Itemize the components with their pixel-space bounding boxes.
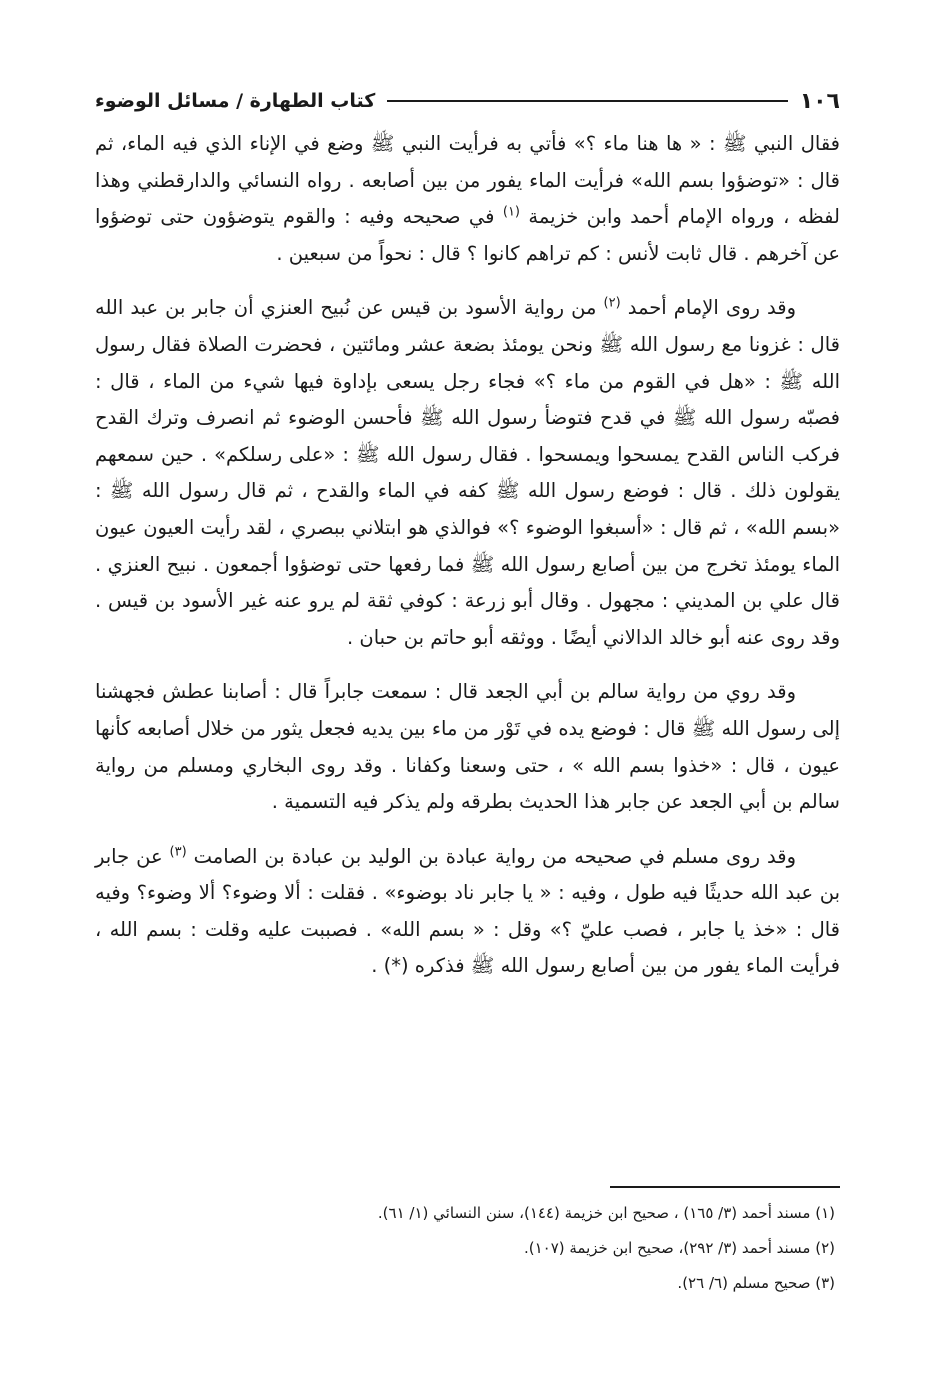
footnote-reference: (١) <box>502 204 520 220</box>
header-rule <box>387 100 787 102</box>
running-title: كتاب الطهارة / مسائل الوضوء <box>95 90 376 112</box>
paragraph-text: عن جابر بن عبد الله حديثًا فيه طول ، وفيه : « يا جابر ناد بوضوء» . فقلت : ألا وضوء؟ ألا وضوء؟ وفيه قال : «خذ يا جابر ، فصب عليّ ؟» وقل : « بسم الله» . فصببت عليه وقلت : بسم الله ، فرأيت الماء يفور من بين أصابع رسول الله ﷺ فذكره (*) . <box>95 844 840 978</box>
paragraph-text: وقد روي من رواية سالم بن أبي الجعد قال : سمعت جابراً قال : أصابنا عطش فجهشنا إلى رسول الله ﷺ قال : فوضع يده في تَوْر من ماء بين يديه فجعل يثور من خلال أصابعه كأنها عيون ، قال : «خذوا بسم الله » ، حتى وسعنا وكفانا . وقد روى البخاري ومسلم من رواية سالم بن أبي الجعد عن جابر هذا الحديث بطرقه ولم يذكر فيه التسمية . <box>95 680 840 814</box>
paragraph <box>95 290 840 656</box>
main-text <box>95 126 840 985</box>
footnote: (٢) مسند أحمد (٣/ ٢٩٢)، صحيح ابن خزيمة (١٠٧). <box>523 1239 835 1257</box>
footnote: (١) مسند أحمد (٣/ ١٦٥) ، صحيح ابن خزيمة (١٤٤)، سنن النسائي (١/ ٦١). <box>377 1204 835 1222</box>
footnote-separator <box>610 1186 840 1188</box>
paragraph-text: وقد روى مسلم في صحيحه من رواية عبادة بن الوليد بن عبادة بن الصامت <box>193 844 796 868</box>
paragraph-text: من رواية الأسود بن قيس عن نُبيح العنزي أن جابر بن عبد الله قال : غزونا مع رسول الله ﷺ ونحن يومئذ بضعة عشر ومائتين ، فحضرت الصلاة فقال رسول الله ﷺ : «هل في القوم من ماء ؟» فجاء رجل يسعى بإداوة فيها شيء من الماء ، قال : فصبّه رسول الله ﷺ في قدح فتوضأ رسول الله ﷺ فأحسن الوضوء ثم انصرف وترك القدح فركب الناس القدح يمسحوا ويمسحوا . فقال رسول الله ﷺ : «على رسلكم» . حين سمعهم يقولون ذلك . قال : فوضع رسول الله ﷺ كفه في الماء والقدح ، ثم قال رسول الله ﷺ : «بسم الله» ، ثم قال : «أسبغوا الوضوء ؟» فوالذي هو ابتلاني ببصري ، لقد رأيت العيون عيون الماء يومئذ تخرج من بين أصابع رسول الله ﷺ فما رفعها حتى توضؤوا أجمعون . نبيح العنزي . قال علي بن المديني : مجهول . وقال أبو زرعة : كوفي ثقة لم يرو عنه غير الأسود بن قيس . وقد روى عنه أبو خالد الدالاني أيضًا . ووثقه أبو حاتم بن حبان . <box>95 296 840 649</box>
footnote-reference: (٣) <box>169 844 187 860</box>
page-number: ١٠٦ <box>799 88 840 114</box>
paragraph <box>95 839 840 985</box>
footnote: (٣) صحيح مسلم (٦/ ٢٦). <box>677 1274 835 1292</box>
paragraph <box>95 126 840 272</box>
footnotes <box>95 1196 835 1301</box>
paragraph <box>95 674 840 820</box>
paragraph-text: وقد روى الإمام أحمد <box>627 296 796 320</box>
footnote-reference: (٢) <box>603 295 621 311</box>
paragraph-text: فقال النبي ﷺ : « ها هنا ماء ؟» فأتي به فرأيت النبي ﷺ وضع في الإناء الذي فيه الماء، ثم قال : «توضؤوا بسم الله» فرأيت الماء يفور من بين أصابعه . رواه النسائي والدارقطني وهذا لفظه ، ورواه الإمام أحمد وابن خزيمة <box>95 132 840 229</box>
paragraph-text: في صحيحه وفيه : والقوم يتوضؤون حتى توضؤوا عن آخرهم . قال ثابت لأنس : كم تراهم كانوا ؟ قال : نحواً من سبعين . <box>95 205 840 265</box>
running-header <box>95 86 840 116</box>
